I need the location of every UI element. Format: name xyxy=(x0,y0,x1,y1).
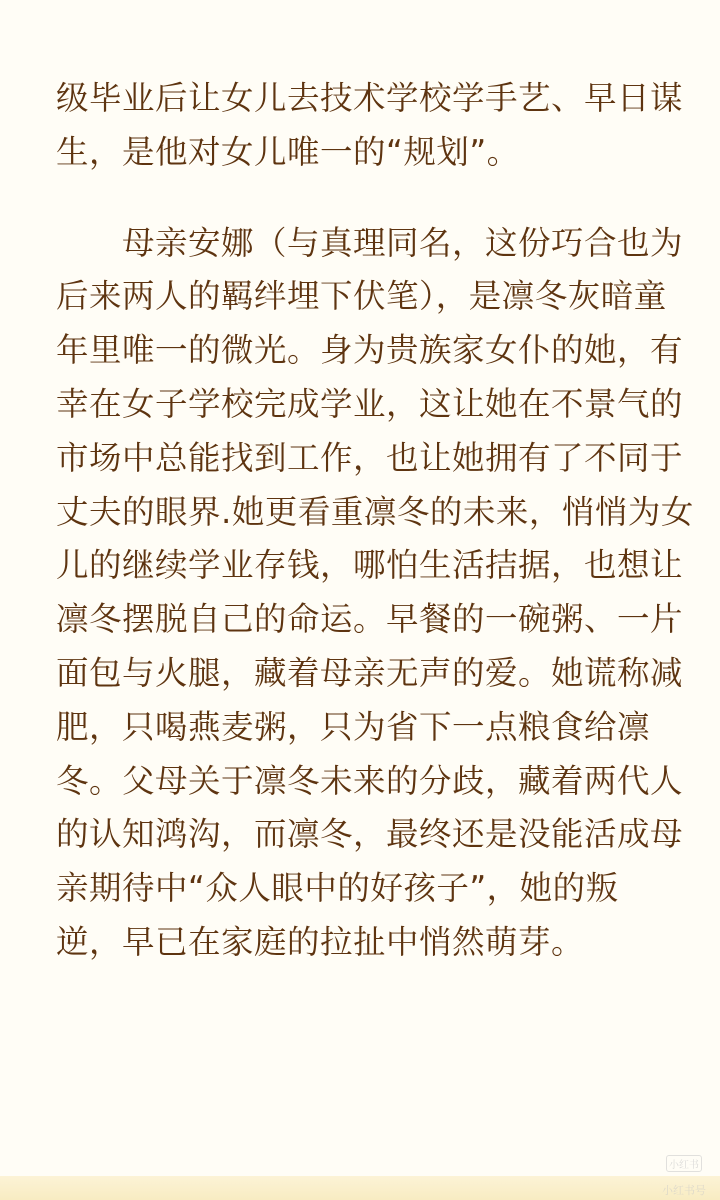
text-line: 儿的继续学业存钱，哪怕生活拮据，也想让 xyxy=(56,546,684,585)
footer-band xyxy=(0,1176,720,1200)
paragraph-2 xyxy=(56,217,694,970)
text-line: 生，是他对女儿唯一的“规划”。 xyxy=(56,132,520,171)
text-line: 母亲安娜（与真理同名，这份巧合也为 xyxy=(56,223,684,262)
text-line: 面包与火腿，藏着母亲无声的爱。她谎称减 xyxy=(56,653,684,692)
text-line: 幸在女子学校完成学业，这让她在不景气的 xyxy=(56,384,684,423)
text-line: 的认知鸿沟，而凛冬，最终还是没能活成母 xyxy=(56,815,684,854)
watermark-text: 小红书号 xyxy=(662,1185,706,1197)
text-line: 市场中总能找到工作，也让她拥有了不同于 xyxy=(56,438,684,477)
text-line: 丈夫的眼界.她更看重凛冬的未来，悄悄为女 xyxy=(56,492,694,531)
text-line: 逆，早已在家庭的拉扯中悄然萌芽。 xyxy=(56,922,585,961)
text-line: 级毕业后让女儿去技术学校学手艺、早日谋 xyxy=(56,79,684,117)
text-line: 年里唯一的微光。身为贵族家女仆的她，有 xyxy=(56,331,684,370)
text-line: 亲期待中“众人眼中的好孩子”，她的叛 xyxy=(56,869,619,908)
text-line: 后来两人的羁绊埋下伏笔），是凛冬灰暗童 xyxy=(56,277,667,316)
text-line: 肥，只喝燕麦粥，只为省下一点粮食给凛 xyxy=(56,707,651,746)
watermark-logo: 小红书 xyxy=(666,1155,702,1172)
text-line: 冬。父母关于凛冬未来的分歧，藏着两代人 xyxy=(56,761,684,800)
paragraph-1 xyxy=(56,72,684,180)
text-line: 凛冬摆脱自己的命运。早餐的一碗粥、一片 xyxy=(56,600,684,639)
article-body xyxy=(56,72,694,970)
